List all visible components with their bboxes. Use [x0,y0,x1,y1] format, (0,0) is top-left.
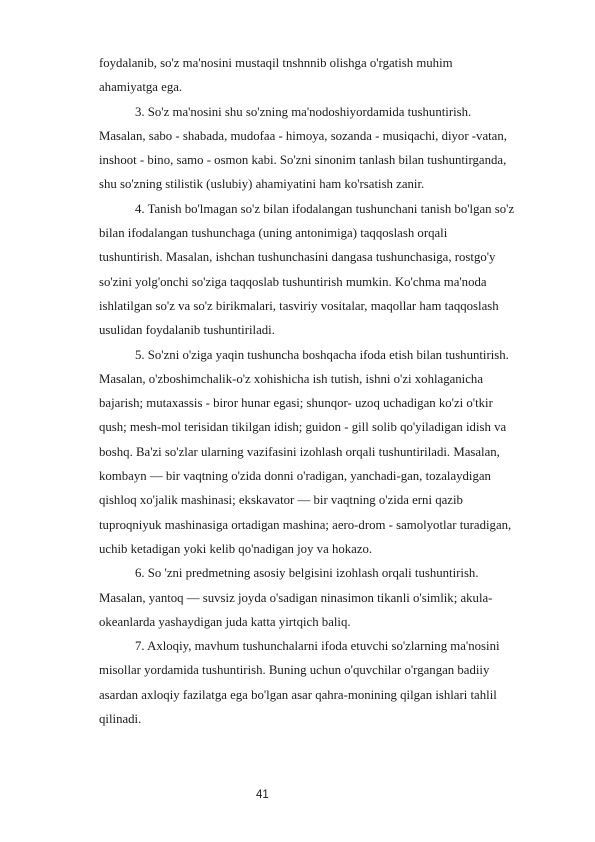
text-line: usulidan foydalanib tushuntiriladi. [99,323,275,338]
text-line: bajarish; mutaxassis - biror hunar egasi; shunqor- uzoq uchadigan ko'zi o'tkir [99,396,493,411]
text-line: 6. So 'zni predmetning asosiy belgisini izohlash orqali tushuntirish. [135,566,479,581]
page-number: 41 [256,789,269,801]
text-line: shu so'zning stilistik (uslubiy) ahamiyatini ham ko'rsatish zanir. [99,177,425,192]
text-line: Masalan, yantoq — suvsiz joyda o'sadigan ninasimon tikanli o'simlik; akula- [99,590,493,605]
text-line: qishloq xo'jalik mashinasi; ekskavator — bir vaqtning o'zida erni qazib [99,493,463,508]
text-line: okeanlarda yashaydigan juda katta yirtqich baliq. [99,614,351,629]
text-line: bilan ifodalangan tushunchaga (uning antonimiga) taqqoslash orqali [99,226,448,241]
text-line: foydalanib, so'z ma'nosini mustaqil tnshnnib olishga o'rgatish muhim [99,56,453,70]
text-line: Masalan, sabo - shabada, mudofaa - himoya, sozanda - musiqachi, diyor -vatan, [99,128,507,143]
text-line: asardan axloqiy fazilatga ega bo'lgan asar qahra-monining qilgan ishlari tahlil [99,687,497,702]
text-line: qush; mesh-mol terisidan tikilgan idish; guidon - gill solib qo'yiladigan idish va [99,420,507,435]
text-line: qilinadi. [99,712,142,727]
text-line: 5. So'zni o'ziga yaqin tushuncha boshqacha ifoda etish bilan tushuntirish. [135,347,509,362]
text-line: boshq. Ba'zi so'zlar ularning vazifasini izohlash orqali tushuntiriladi. Masalan, [99,444,500,459]
page-body-text [99,55,554,735]
text-line: 3. So'z ma'nosini shu so'zning ma'nodoshiyordamida tushuntirish. [135,104,472,119]
text-line: tuproqniyuk mashinasiga ortadigan mashina; aero-drom - samolyotlar turadigan, [99,517,512,532]
text-line: inshoot - bino, samo - osmon kabi. So'zni sinonim tanlash bilan tushuntirganda, [99,153,507,168]
text-line: 7. Axloqiy, mavhum tushunchalarni ifoda etuvchi so'zlarning ma'nosini [135,639,500,654]
text-line: kombayn — bir vaqtning o'zida donni o'radigan, yanchadi-gan, tozalaydigan [99,469,491,484]
text-line: 4. Tanish bo'lmagan so'z bilan ifodalangan tushunchani tanish bo'lgan so'z [135,201,515,216]
text-line: ishlatilgan so'z va so'z birikmalari, tasviriy vositalar, maqollar ham taqqoslash [99,298,499,313]
text-line: so'zini yolg'onchi so'ziga taqqoslab tushuntirish mumkin. Ko'chma ma'noda [99,274,487,289]
text-line: ahamiyatga ega. [99,80,183,95]
text-line: tushuntirish. Masalan, ishchan tushunchasini dangasa tushunchasiga, rostgo'y [99,250,496,265]
text-line: uchib ketadigan yoki kelib qo'nadigan joy va hokazo. [99,541,373,556]
text-line: Masalan, o'zboshimchalik-o'z xohishicha ish tutish, ishni o'zi xohlaganicha [99,371,483,386]
text-line: misollar yordamida tushuntirish. Buning uchun o'quvchilar o'rgangan badiiy [99,663,490,678]
